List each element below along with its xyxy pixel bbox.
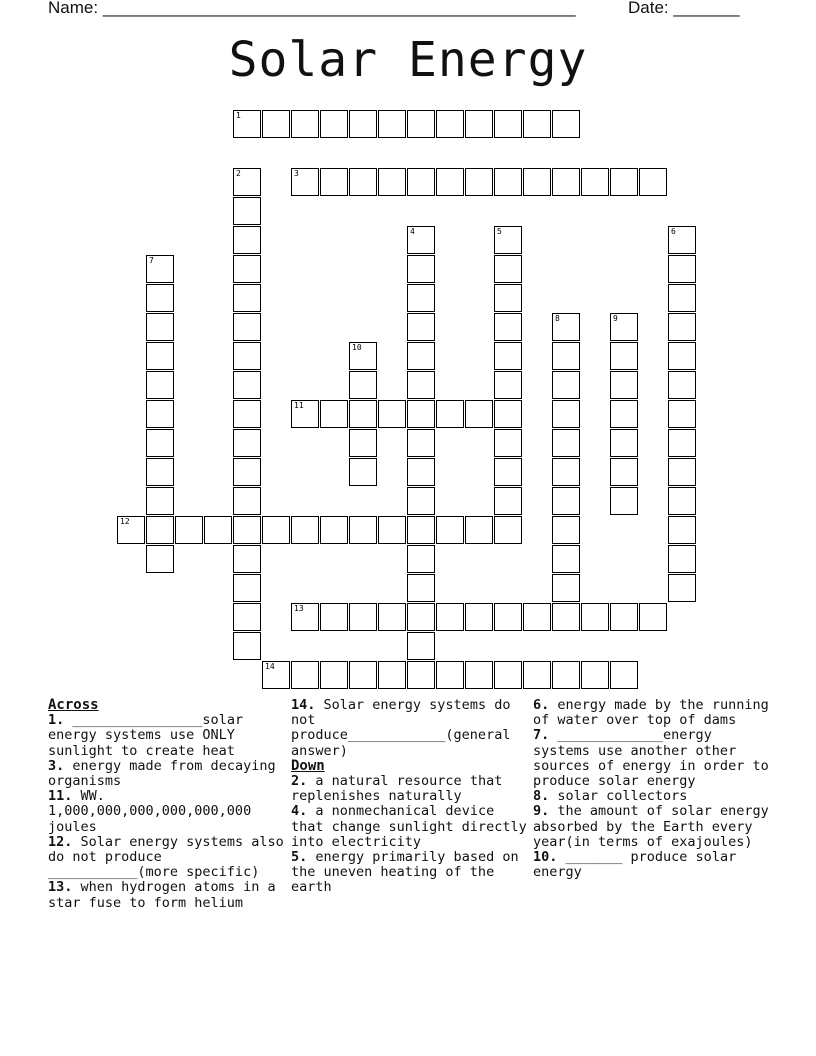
grid-cell[interactable] <box>233 545 261 573</box>
grid-cell[interactable] <box>233 255 261 283</box>
grid-cell[interactable] <box>436 661 464 689</box>
grid-cell[interactable] <box>291 603 319 631</box>
grid-cell[interactable] <box>552 313 580 341</box>
clue-item <box>291 804 527 850</box>
clue-item-number: 11. <box>48 788 81 805</box>
grid-cell[interactable] <box>146 458 174 486</box>
grid-cell[interactable] <box>320 400 348 428</box>
clue-number: 11 <box>294 401 304 410</box>
clue-item-number: 7. <box>533 727 558 744</box>
clue-item <box>291 850 527 896</box>
grid-cell[interactable] <box>465 400 493 428</box>
grid-cell[interactable] <box>465 168 493 196</box>
grid-cell[interactable] <box>349 371 377 399</box>
clue-item <box>533 789 769 804</box>
grid-cell[interactable] <box>349 342 377 370</box>
grid-cell[interactable] <box>146 545 174 573</box>
grid-cell[interactable] <box>262 661 290 689</box>
grid-cell[interactable] <box>610 661 638 689</box>
clue-item <box>533 850 769 880</box>
grid-cell[interactable] <box>407 603 435 631</box>
clue-item-text: energy primarily based on the uneven heating of the earth <box>291 849 519 896</box>
grid-cell[interactable] <box>494 371 522 399</box>
clue-item-text: WW. 1,000,000,000,000,000,000 joules <box>48 788 252 835</box>
grid-cell[interactable] <box>581 168 609 196</box>
clue-number: 3 <box>294 169 299 178</box>
clue-item-number: 8. <box>533 788 558 805</box>
grid-cell[interactable] <box>233 603 261 631</box>
clue-number: 1 <box>236 111 241 120</box>
clue-item-text: energy made from decaying organisms <box>48 757 276 790</box>
grid-cell[interactable] <box>494 603 522 631</box>
grid-cell[interactable] <box>465 603 493 631</box>
grid-cell[interactable] <box>436 603 464 631</box>
grid-cell[interactable] <box>291 110 319 138</box>
grid-cell[interactable] <box>291 400 319 428</box>
clue-item <box>48 713 284 759</box>
clue-item <box>291 774 527 804</box>
grid-cell[interactable] <box>175 516 203 544</box>
grid-cell[interactable] <box>146 313 174 341</box>
grid-cell[interactable] <box>494 313 522 341</box>
clue-number: 2 <box>236 169 241 178</box>
grid-cell[interactable] <box>465 516 493 544</box>
grid-cell[interactable] <box>494 429 522 457</box>
grid-cell[interactable] <box>233 342 261 370</box>
grid-cell[interactable] <box>610 342 638 370</box>
grid-cell[interactable] <box>233 429 261 457</box>
clue-item <box>533 698 769 728</box>
clue-item-number: 14. <box>291 698 324 713</box>
clue-number: 9 <box>613 314 618 323</box>
grid-cell[interactable] <box>204 516 232 544</box>
grid-cell[interactable] <box>552 603 580 631</box>
grid-cell[interactable] <box>349 458 377 486</box>
grid-cell[interactable] <box>581 603 609 631</box>
grid-cell[interactable] <box>320 110 348 138</box>
grid-cell[interactable] <box>465 661 493 689</box>
clue-item-number: 10. <box>533 849 566 866</box>
clue-number: 12 <box>120 517 130 526</box>
grid-cell[interactable] <box>668 371 696 399</box>
grid-cell[interactable] <box>146 255 174 283</box>
grid-cell[interactable] <box>668 487 696 515</box>
grid-cell[interactable] <box>407 545 435 573</box>
grid-cell[interactable] <box>523 168 551 196</box>
grid-cell[interactable] <box>552 429 580 457</box>
grid-cell[interactable] <box>668 516 696 544</box>
grid-cell[interactable] <box>146 487 174 515</box>
clue-item <box>48 835 284 881</box>
grid-cell[interactable] <box>552 400 580 428</box>
grid-cell[interactable] <box>552 516 580 544</box>
clue-item-text: ________________solar energy systems use ONLY sunlight to create heat <box>48 712 244 759</box>
clue-number: 4 <box>410 227 415 236</box>
grid-cell[interactable] <box>668 226 696 254</box>
clue-item-text: a nonmechanical device that change sunlight directly into electricity <box>291 803 527 850</box>
grid-cell[interactable] <box>291 168 319 196</box>
clue-item-text: Solar energy systems do not produce____________(general answer) <box>291 698 511 759</box>
grid-cell[interactable] <box>233 632 261 660</box>
grid-cell[interactable] <box>552 574 580 602</box>
grid-cell[interactable] <box>349 429 377 457</box>
clue-number: 14 <box>265 662 275 671</box>
clue-number: 13 <box>294 604 304 613</box>
grid-cell[interactable] <box>378 661 406 689</box>
grid-cell[interactable] <box>639 168 667 196</box>
grid-cell[interactable] <box>639 603 667 631</box>
clue-item <box>48 789 284 835</box>
grid-cell[interactable] <box>291 516 319 544</box>
clue-item <box>48 759 284 789</box>
clue-item <box>291 698 527 759</box>
grid-cell[interactable] <box>233 574 261 602</box>
grid-cell[interactable] <box>494 110 522 138</box>
grid-cell[interactable] <box>407 342 435 370</box>
grid-cell[interactable] <box>146 400 174 428</box>
grid-cell[interactable] <box>407 458 435 486</box>
grid-cell[interactable] <box>494 342 522 370</box>
clue-number: 8 <box>555 314 560 323</box>
grid-cell[interactable] <box>523 110 551 138</box>
clue-item <box>48 880 284 910</box>
grid-cell[interactable] <box>407 313 435 341</box>
page-title: Solar Energy <box>228 32 588 88</box>
grid-cell[interactable] <box>320 661 348 689</box>
grid-cell[interactable] <box>233 516 261 544</box>
section-heading: Across <box>48 698 99 713</box>
clue-item-text: Solar energy systems also do not produce ___________(more specific) <box>48 833 284 881</box>
grid-cell[interactable] <box>494 661 522 689</box>
grid-cell[interactable] <box>146 371 174 399</box>
grid-cell[interactable] <box>407 516 435 544</box>
grid-cell[interactable] <box>668 342 696 370</box>
grid-cell[interactable] <box>552 342 580 370</box>
grid-cell[interactable] <box>146 342 174 370</box>
grid-cell[interactable] <box>610 371 638 399</box>
grid-cell[interactable] <box>320 603 348 631</box>
clue-column-2 <box>291 698 527 896</box>
grid-cell[interactable] <box>146 516 174 544</box>
section-heading: Down <box>291 757 325 774</box>
grid-cell[interactable] <box>407 429 435 457</box>
grid-cell[interactable] <box>610 487 638 515</box>
grid-cell[interactable] <box>407 110 435 138</box>
grid-cell[interactable] <box>436 400 464 428</box>
grid-cell[interactable] <box>668 313 696 341</box>
grid-cell[interactable] <box>233 458 261 486</box>
clue-item <box>533 728 769 789</box>
name-label: Name: <box>48 0 99 17</box>
grid-cell[interactable] <box>552 371 580 399</box>
clue-item-text: _______ produce solar energy <box>533 849 737 881</box>
grid-cell[interactable] <box>668 429 696 457</box>
grid-cell[interactable] <box>552 545 580 573</box>
clue-item-text: a natural resource that replenishes naturally <box>291 773 503 805</box>
clue-item <box>533 804 769 850</box>
grid-cell[interactable] <box>233 371 261 399</box>
clue-item-number: 1. <box>48 712 73 729</box>
grid-cell[interactable] <box>349 400 377 428</box>
grid-cell[interactable] <box>494 400 522 428</box>
clue-number: 7 <box>149 256 154 265</box>
grid-cell[interactable] <box>291 661 319 689</box>
grid-cell[interactable] <box>610 400 638 428</box>
grid-cell[interactable] <box>407 371 435 399</box>
date-line: _______ <box>673 0 740 17</box>
grid-cell[interactable] <box>523 603 551 631</box>
date-label: Date: <box>628 0 669 17</box>
grid-cell[interactable] <box>494 516 522 544</box>
grid-cell[interactable] <box>465 110 493 138</box>
clue-item-number: 5. <box>291 849 316 866</box>
grid-cell[interactable] <box>320 168 348 196</box>
grid-cell[interactable] <box>581 661 609 689</box>
clue-item-number: 6. <box>533 698 558 713</box>
grid-cell[interactable] <box>233 400 261 428</box>
grid-cell[interactable] <box>378 400 406 428</box>
grid-cell[interactable] <box>378 516 406 544</box>
clue-item-number: 9. <box>533 803 558 820</box>
clue-item-text: when hydrogen atoms in a star fuse to form helium <box>48 879 276 911</box>
grid-cell[interactable] <box>262 516 290 544</box>
grid-cell[interactable] <box>494 487 522 515</box>
clue-item-text: solar collectors <box>557 788 688 805</box>
grid-cell[interactable] <box>262 110 290 138</box>
grid-cell[interactable] <box>668 255 696 283</box>
clue-item-text: energy made by the running of water over top of dams <box>533 698 769 729</box>
grid-cell[interactable] <box>436 110 464 138</box>
grid-cell[interactable] <box>349 603 377 631</box>
clue-column-3 <box>533 698 769 880</box>
grid-cell[interactable] <box>668 545 696 573</box>
grid-cell[interactable] <box>407 574 435 602</box>
grid-cell[interactable] <box>552 168 580 196</box>
clue-item-number: 2. <box>291 773 316 790</box>
grid-cell[interactable] <box>349 110 377 138</box>
grid-cell[interactable] <box>407 661 435 689</box>
clue-item-number: 13. <box>48 879 81 896</box>
grid-cell[interactable] <box>552 458 580 486</box>
grid-cell[interactable] <box>117 516 145 544</box>
grid-cell[interactable] <box>407 168 435 196</box>
grid-cell[interactable] <box>494 255 522 283</box>
grid-cell[interactable] <box>610 168 638 196</box>
grid-cell[interactable] <box>552 661 580 689</box>
grid-cell[interactable] <box>378 168 406 196</box>
grid-cell[interactable] <box>407 400 435 428</box>
grid-cell[interactable] <box>146 284 174 312</box>
grid-cell[interactable] <box>494 226 522 254</box>
grid-cell[interactable] <box>610 313 638 341</box>
grid-cell[interactable] <box>349 661 377 689</box>
grid-cell[interactable] <box>407 632 435 660</box>
clue-item-text: _____________energy systems use another other sources of energy in order to produce solar energy <box>533 727 769 790</box>
grid-cell[interactable] <box>668 400 696 428</box>
grid-cell[interactable] <box>233 168 261 196</box>
grid-cell[interactable] <box>552 487 580 515</box>
grid-cell[interactable] <box>494 168 522 196</box>
clue-column-1 <box>48 698 284 911</box>
grid-cell[interactable] <box>610 603 638 631</box>
grid-cell[interactable] <box>407 226 435 254</box>
clue-number: 6 <box>671 227 676 236</box>
grid-cell[interactable] <box>610 429 638 457</box>
clue-item-text: the amount of solar energy absorbed by the Earth every year(in terms of exajoules) <box>533 803 769 850</box>
grid-cell[interactable] <box>233 313 261 341</box>
clue-item-number: 3. <box>48 757 73 774</box>
grid-cell[interactable] <box>233 284 261 312</box>
grid-cell[interactable] <box>407 255 435 283</box>
grid-cell[interactable] <box>233 197 261 225</box>
grid-cell[interactable] <box>668 458 696 486</box>
grid-cell[interactable] <box>494 284 522 312</box>
clue-number: 5 <box>497 227 502 236</box>
grid-cell[interactable] <box>233 487 261 515</box>
grid-cell[interactable] <box>436 168 464 196</box>
grid-cell[interactable] <box>407 284 435 312</box>
grid-cell[interactable] <box>668 574 696 602</box>
clue-item-number: 4. <box>291 803 316 820</box>
grid-cell[interactable] <box>378 110 406 138</box>
grid-cell[interactable] <box>378 603 406 631</box>
grid-cell[interactable] <box>610 458 638 486</box>
grid-cell[interactable] <box>349 516 377 544</box>
clue-number: 10 <box>352 343 362 352</box>
grid-cell[interactable] <box>146 429 174 457</box>
grid-cell[interactable] <box>320 516 348 544</box>
grid-cell[interactable] <box>349 168 377 196</box>
grid-cell[interactable] <box>407 487 435 515</box>
grid-cell[interactable] <box>233 226 261 254</box>
grid-cell[interactable] <box>494 458 522 486</box>
grid-cell[interactable] <box>668 284 696 312</box>
grid-cell[interactable] <box>552 110 580 138</box>
grid-cell[interactable] <box>523 661 551 689</box>
grid-cell[interactable] <box>436 516 464 544</box>
clue-item-number: 12. <box>48 833 81 850</box>
name-line: __________________________________________________ <box>102 0 576 17</box>
grid-cell[interactable] <box>233 110 261 138</box>
